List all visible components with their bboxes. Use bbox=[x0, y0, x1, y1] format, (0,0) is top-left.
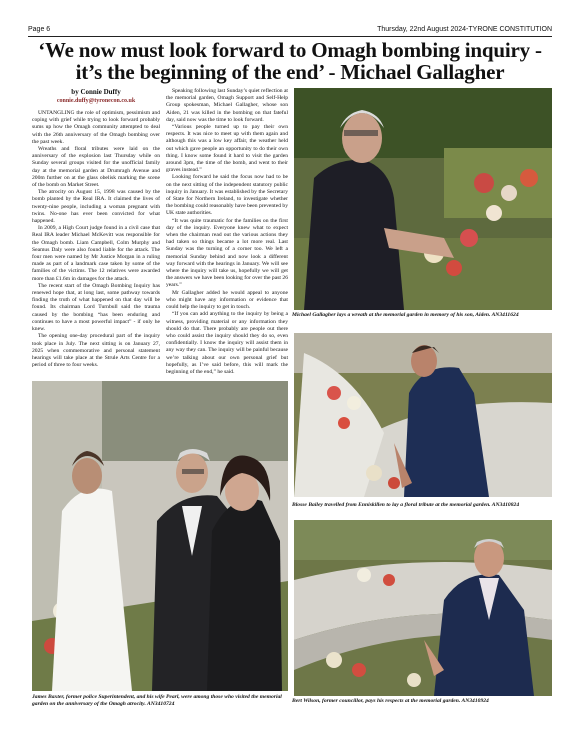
paragraph: Speaking following last Sunday’s quiet reflection at the memorial garden, Omagh Support and Self-Help Group spokesman, Michael Gallagher, whose son Aiden, 21 was killed in the bombing on that fateful day, said now was the time to look forward. bbox=[166, 88, 288, 123]
paragraph: “If you can add anything to the inquiry by being a witness, providing material or any information they should do that. There probably are people out there who could assist the inquiry should they do so, even confidentially. I know the inquiry will assist them in any way they can. The inquiry will be painful because we’re talking about our own personal grief but hopefully, as I’ve said before, this will mark the beginning of the end,” he said. bbox=[166, 311, 288, 375]
author: by Connie Duffy bbox=[71, 88, 121, 96]
paragraph: The recent start of the Omagh Bombing Inquiry has renewed hope that, at long last, some pathway towards finding the truth of what happened on that day will be found. Its chairman Lord Turnbull said the trauma caused by the bombing “has been enduring and continues to have a most powerful impact” - if only he knew. bbox=[32, 282, 160, 333]
photo-bert-wilson bbox=[294, 520, 552, 696]
photo-james-baxter bbox=[32, 381, 288, 691]
paragraph: The opening one-day procedural part of the inquiry took place in July. The next sitting is on January 27, 2025 when commemorative and personal statement hearings will take place at the Strule Arts Centre for a period of three to four weeks. bbox=[32, 333, 160, 369]
author-email: connie.duffy@tyronecon.co.uk bbox=[56, 98, 136, 104]
dateline: Thursday, 22nd August 2024-TYRONE CONSTITUTION bbox=[377, 26, 552, 33]
paragraph: Wreaths and floral tributes were laid on the anniversary of the explosion last Thursday while on Sunday several groups visited for the unofficial family day at the memorial garden at Drumragh Avenue and 200m further on at the glass obelisk marking the scene of the bomb on Market Street. bbox=[32, 146, 160, 189]
photo-michael-gallagher bbox=[294, 88, 552, 310]
caption-bailey: Blosse Bailey travelled from Enniskillen to lay a floral tribute at the memorial garden. AN3410824 bbox=[292, 502, 520, 508]
paragraph: The atrocity on August 15, 1998 was caused by the bomb planted by the Real IRA. It claimed the lives of twenty-nine people, including a woman pregnant with twins. No-one has ever been convicted for what happened. bbox=[32, 189, 160, 225]
caption-baxter: James Baxter, former police Superintendent, and his wife Pearl, were among those who visited the memorial garden on the anniversary of the Omagh atrocity. AN3410724 bbox=[32, 694, 282, 707]
article-column-2 bbox=[166, 88, 288, 378]
page-number: Page 6 bbox=[28, 26, 51, 33]
byline bbox=[36, 88, 156, 106]
page-header bbox=[28, 26, 552, 36]
headline: ‘We now must look forward to Omagh bombing inquiry - it’s the beginning of the end’ - Michael Gallagher bbox=[38, 38, 542, 84]
paragraph: In 2009, a High Court judge found in a civil case that Real IRA leader Michael McKevitt was responsible for the Omagh bomb. Liam Campbell, Colm Murphy and Seamus Daly were also found liable for the attack. The four men were named by Mr Justice Morgan in a ruling made as part of a landmark case taken by some of the families of the victims. The 12 relatives were awarded more than £1.6m in damages for the attack. bbox=[32, 225, 160, 282]
caption-wilson: Bert Wilson, former councillor, pays his respects at the memorial garden. AN3410924 bbox=[292, 698, 489, 704]
paragraph: “It was quite traumatic for the families on the first day of the inquiry. Everyone knew what to expect when the chairman read out the various actions they had taken so things became a lot more real. Last Sunday was the turning of a corner too. We left a memorial Sunday behind and now look a different way forward with the hearings in January. We will see where the inquiry will take us, hopefully we will get the answers we have been looking for over the past 26 years.” bbox=[166, 217, 288, 289]
header-rule bbox=[28, 36, 552, 37]
paragraph: Mr Gallagher added he would appeal to anyone who might have any information or evidence that could help the inquiry to get in touch. bbox=[166, 289, 288, 311]
article-column-1 bbox=[32, 110, 160, 380]
caption-gallagher: Michael Gallagher lays a wreath at the memorial garden in memory of his son, Aiden. AN3411624 bbox=[292, 312, 519, 318]
paragraph: “Various people turned up to pay their own respects. It was nice to meet up with them again and although this was a low key affair, the weather held out which gave people an opportunity to do their own thing. I know some found it hard to visit the garden around 3pm, the time of the bomb, and went to their graves instead.” bbox=[166, 124, 288, 174]
paragraph: Looking forward he said the focus now had to be on the next sitting of the independent statutory public inquiry in January. It was established by the Secretary of State for Northern Ireland, to investigate whether the bombing could reasonably have been prevented by UK state authorities. bbox=[166, 174, 288, 217]
paragraph: UNTANGLING the role of optimism, pessimism and coping with grief while trying to look forward probably sums up how the Omagh community attempted to deal with the 26th anniversary of the Omagh bombing over the past week. bbox=[32, 110, 160, 145]
photo-blosse-bailey bbox=[294, 333, 552, 497]
